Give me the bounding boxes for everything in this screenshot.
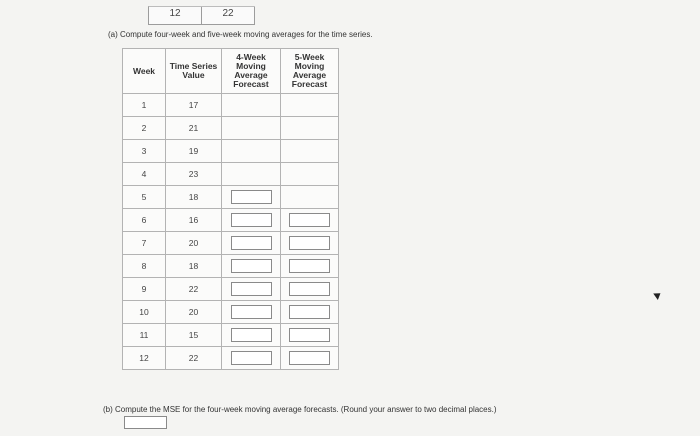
week-cell: 7 xyxy=(123,232,166,255)
five-week-forecast-cell xyxy=(281,209,339,232)
four-week-forecast-input[interactable] xyxy=(231,328,272,342)
week-cell: 6 xyxy=(123,209,166,232)
table-row xyxy=(123,140,339,163)
table-row xyxy=(123,117,339,140)
four-week-forecast-cell xyxy=(222,186,281,209)
five-week-forecast-cell xyxy=(281,255,339,278)
five-week-forecast-input[interactable] xyxy=(289,213,330,227)
time-series-value-cell: 20 xyxy=(166,232,222,255)
five-week-forecast-input[interactable] xyxy=(289,236,330,250)
time-series-value-cell: 23 xyxy=(166,163,222,186)
five-week-forecast-input[interactable] xyxy=(289,351,330,365)
five-week-forecast-cell xyxy=(281,347,339,370)
four-week-forecast-input[interactable] xyxy=(231,236,272,250)
five-week-forecast-cell xyxy=(281,117,339,140)
five-week-forecast-input[interactable] xyxy=(289,328,330,342)
header-time-series-value: Time Series Value xyxy=(166,49,222,94)
time-series-value-cell: 22 xyxy=(166,278,222,301)
table-body xyxy=(123,94,339,370)
four-week-forecast-cell xyxy=(222,163,281,186)
four-week-forecast-cell xyxy=(222,301,281,324)
table-row xyxy=(123,186,339,209)
five-week-forecast-cell xyxy=(281,186,339,209)
four-week-forecast-cell xyxy=(222,232,281,255)
moving-average-table xyxy=(122,48,339,370)
four-week-forecast-cell xyxy=(222,94,281,117)
table-row xyxy=(123,278,339,301)
table-row xyxy=(123,301,339,324)
table-row xyxy=(123,324,339,347)
four-week-forecast-input[interactable] xyxy=(231,259,272,273)
week-cell: 4 xyxy=(123,163,166,186)
five-week-forecast-cell xyxy=(281,278,339,301)
four-week-forecast-input[interactable] xyxy=(231,351,272,365)
time-series-value-cell: 16 xyxy=(166,209,222,232)
time-series-value-cell: 17 xyxy=(166,94,222,117)
week-cell: 9 xyxy=(123,278,166,301)
four-week-forecast-cell xyxy=(222,324,281,347)
four-week-forecast-input[interactable] xyxy=(231,213,272,227)
five-week-forecast-cell xyxy=(281,140,339,163)
table-row xyxy=(123,347,339,370)
five-week-forecast-cell xyxy=(281,324,339,347)
four-week-forecast-cell xyxy=(222,255,281,278)
header-four-week-forecast: 4-Week Moving Average Forecast xyxy=(222,49,281,94)
question-b-text: (b) Compute the MSE for the four-week moving average forecasts. (Round your answer to two decimal places.) xyxy=(103,405,497,414)
header-five-week-forecast: 5-Week Moving Average Forecast xyxy=(281,49,339,94)
four-week-forecast-cell xyxy=(222,347,281,370)
five-week-forecast-cell xyxy=(281,301,339,324)
table-row xyxy=(123,209,339,232)
week-cell: 8 xyxy=(123,255,166,278)
time-series-value-cell: 22 xyxy=(166,347,222,370)
previous-answer-strip xyxy=(148,6,255,25)
time-series-value-cell: 15 xyxy=(166,324,222,347)
week-cell: 3 xyxy=(123,140,166,163)
four-week-forecast-input[interactable] xyxy=(231,190,272,204)
five-week-forecast-cell xyxy=(281,94,339,117)
week-cell: 11 xyxy=(123,324,166,347)
table-row xyxy=(123,163,339,186)
header-week: Week xyxy=(123,49,166,94)
time-series-value-cell: 20 xyxy=(166,301,222,324)
mse-answer-input[interactable] xyxy=(124,416,167,429)
time-series-value-cell: 18 xyxy=(166,186,222,209)
table-header-row xyxy=(123,49,339,94)
four-week-forecast-input[interactable] xyxy=(231,305,272,319)
week-cell: 1 xyxy=(123,94,166,117)
time-series-value-cell: 19 xyxy=(166,140,222,163)
table-row xyxy=(123,232,339,255)
week-cell: 12 xyxy=(123,347,166,370)
week-cell: 5 xyxy=(123,186,166,209)
five-week-forecast-input[interactable] xyxy=(289,305,330,319)
table-row xyxy=(123,94,339,117)
four-week-forecast-cell xyxy=(222,140,281,163)
question-a-text: (a) Compute four-week and five-week moving averages for the time series. xyxy=(108,30,373,39)
five-week-forecast-input[interactable] xyxy=(289,259,330,273)
four-week-forecast-cell xyxy=(222,117,281,140)
week-cell: 2 xyxy=(123,117,166,140)
four-week-forecast-cell xyxy=(222,278,281,301)
table-row xyxy=(123,255,339,278)
four-week-forecast-input[interactable] xyxy=(231,282,272,296)
strip-cell-left: 12 xyxy=(149,7,202,24)
five-week-forecast-cell xyxy=(281,232,339,255)
time-series-value-cell: 18 xyxy=(166,255,222,278)
four-week-forecast-cell xyxy=(222,209,281,232)
five-week-forecast-cell xyxy=(281,163,339,186)
five-week-forecast-input[interactable] xyxy=(289,282,330,296)
mouse-cursor-icon xyxy=(653,290,663,300)
week-cell: 10 xyxy=(123,301,166,324)
strip-cell-right: 22 xyxy=(202,7,255,24)
time-series-value-cell: 21 xyxy=(166,117,222,140)
